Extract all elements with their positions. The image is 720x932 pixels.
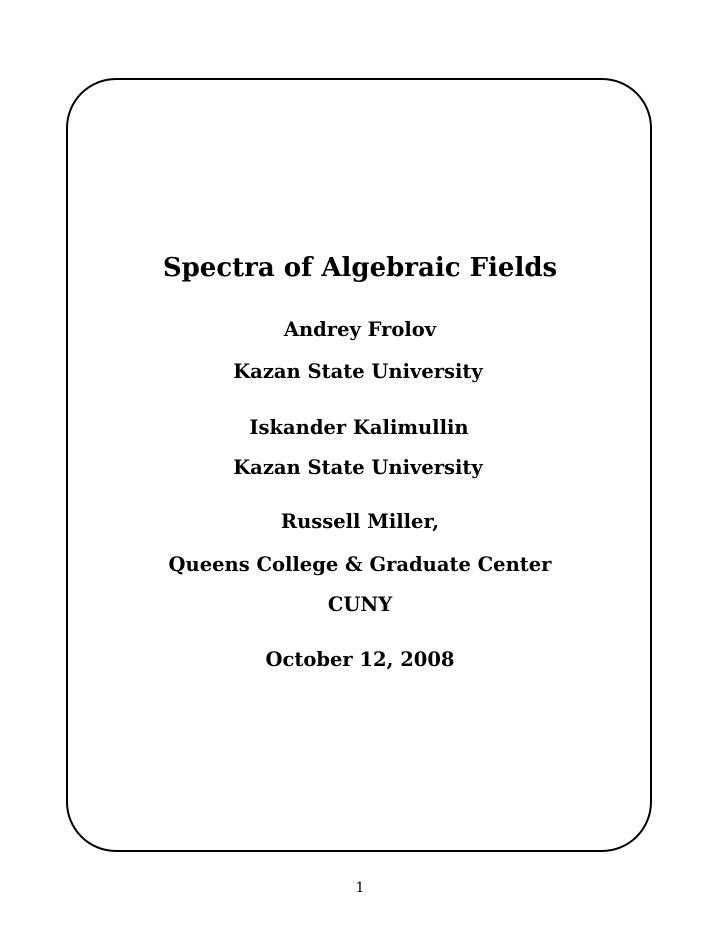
page-number: 1: [355, 880, 365, 896]
author-affiliation-1: Kazan State University: [233, 360, 483, 383]
author-affiliation-2: Kazan State University: [233, 456, 483, 479]
author-name-2: Iskander Kalimullin: [249, 416, 469, 439]
author-name-1: Andrey Frolov: [283, 318, 437, 341]
document-date: October 12, 2008: [265, 648, 455, 671]
author-name-3: Russell Miller,: [280, 510, 440, 533]
document-title: Spectra of Algebraic Fields: [162, 253, 558, 283]
author-affiliation-3-line-2: CUNY: [327, 593, 393, 616]
author-affiliation-3-line-1: Queens College & Graduate Center: [168, 553, 552, 576]
